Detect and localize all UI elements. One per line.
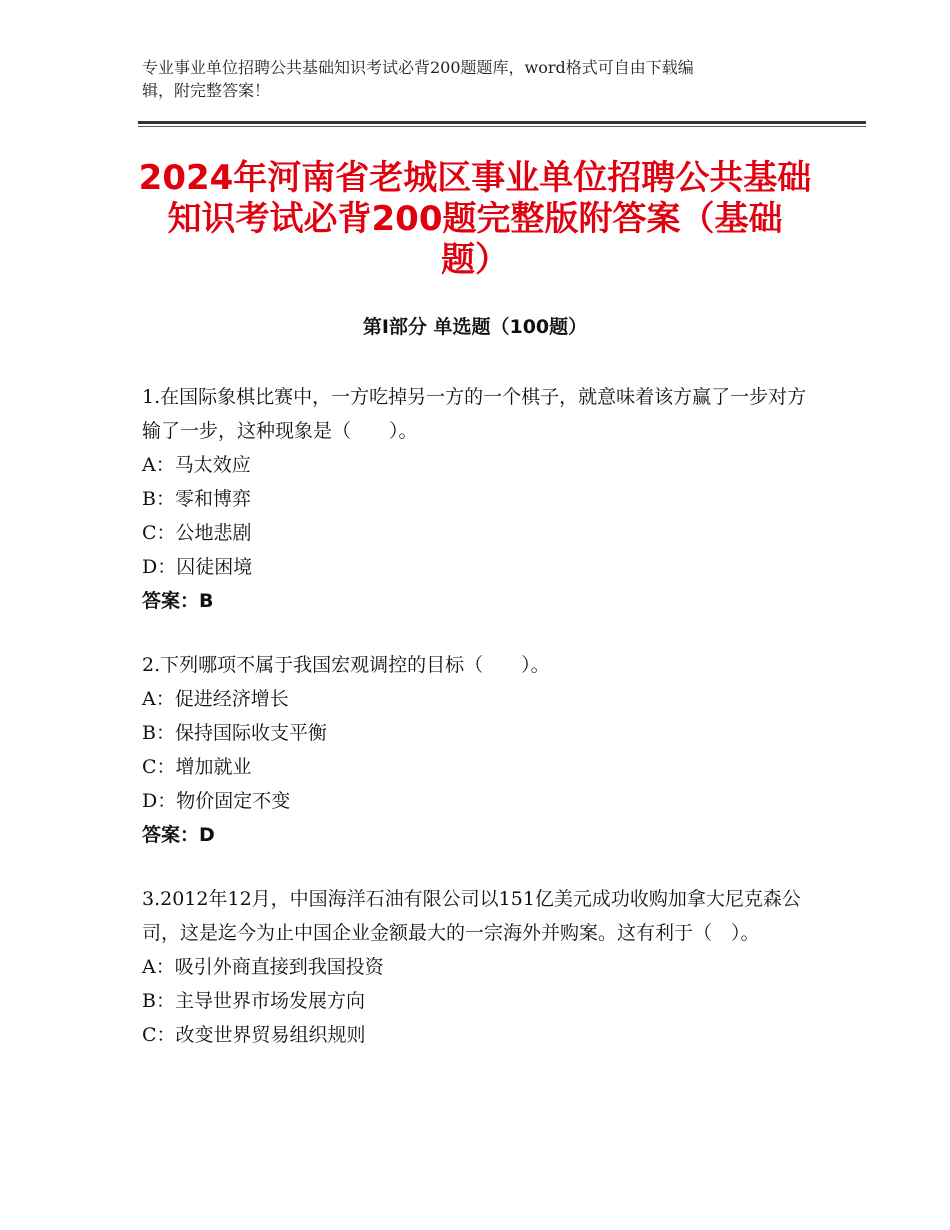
- document-title-line-2: 知识考试必背200题完整版附答案（基础: [167, 199, 783, 239]
- document-title-line-3: 题）: [441, 240, 509, 280]
- header-note: [142, 56, 792, 102]
- option-a: A：马太效应: [142, 454, 251, 476]
- option-a: A：促进经济增长: [142, 688, 289, 710]
- question-text: 3.2012年12月，中国海洋石油有限公司以151亿美元成功收购加拿大尼克森公司，这是迄今为止中国企业金额最大的一宗海外并购案。这有利于（ ）。: [142, 888, 801, 944]
- question-3: [142, 882, 812, 1052]
- option-c: C：改变世界贸易组织规则: [142, 1024, 366, 1046]
- header-divider-thin: [138, 126, 866, 127]
- question-list: [142, 380, 812, 1082]
- header-divider-thick: [138, 121, 866, 124]
- option-b: B：主导世界市场发展方向: [142, 990, 365, 1012]
- option-a: A：吸引外商直接到我国投资: [142, 956, 384, 978]
- question-text: 2.下列哪项不属于我国宏观调控的目标（ ）。: [142, 654, 550, 676]
- option-c: C：公地悲剧: [142, 522, 252, 544]
- header-note-line-1: 专业事业单位招聘公共基础知识考试必背200题题库，word格式可自由下载编: [142, 58, 694, 77]
- answer-label: 答案：B: [142, 590, 214, 612]
- option-b: B：保持国际收支平衡: [142, 722, 327, 744]
- option-d: D：囚徒困境: [142, 556, 253, 578]
- option-c: C：增加就业: [142, 756, 252, 778]
- document-title-line-1: 2024年河南省老城区事业单位招聘公共基础: [138, 158, 812, 198]
- document-title: [130, 158, 820, 281]
- option-d: D：物价固定不变: [142, 790, 291, 812]
- section-title: 第Ⅰ部分 单选题（100题）: [362, 316, 588, 338]
- header-note-line-2: 辑，附完整答案！: [142, 81, 271, 100]
- question-2: [142, 648, 812, 852]
- question-1: [142, 380, 812, 618]
- option-b: B：零和博弈: [142, 488, 251, 510]
- question-text: 1.在国际象棋比赛中，一方吃掉另一方的一个棋子，就意味着该方赢了一步对方输了一步，这种现象是（ ）。: [142, 386, 807, 442]
- answer-label: 答案：D: [142, 824, 215, 846]
